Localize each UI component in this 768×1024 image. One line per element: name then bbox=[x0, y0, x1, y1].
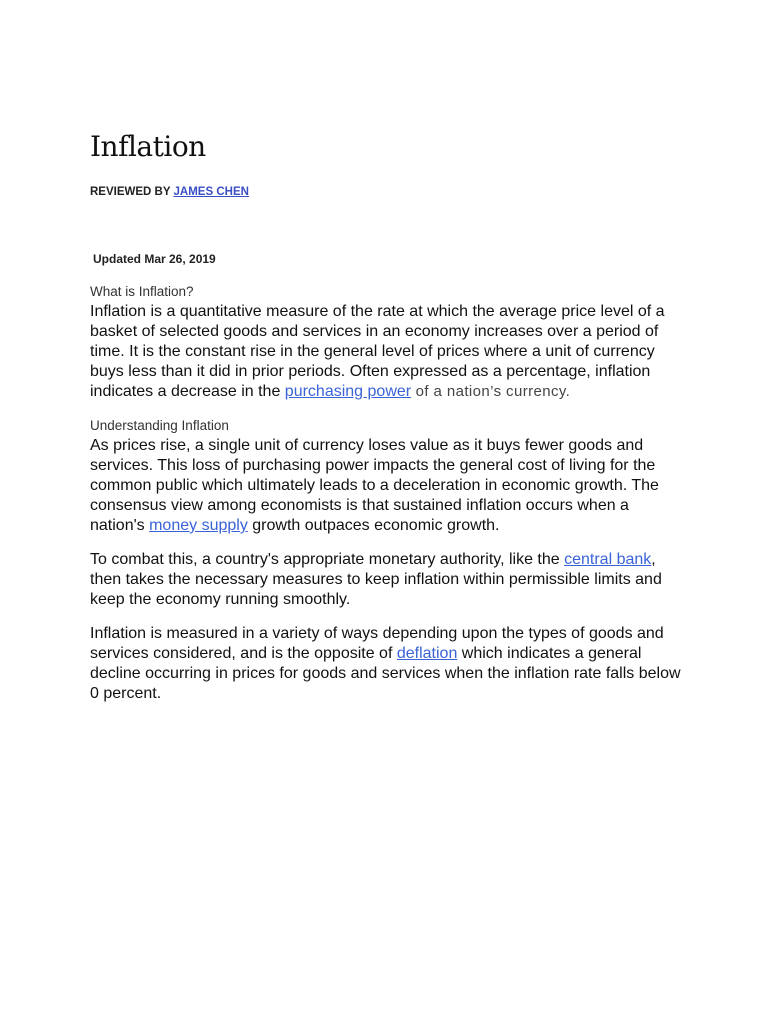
paragraph-1 bbox=[90, 302, 684, 402]
updated-date: Updated Mar 26, 2019 bbox=[93, 252, 216, 266]
central-bank-link[interactable]: central bank bbox=[564, 551, 652, 568]
page-title: Inflation bbox=[90, 130, 206, 163]
reviewed-by bbox=[90, 186, 249, 198]
reviewed-by-label: REVIEWED BY bbox=[90, 186, 171, 198]
text: , then takes the necessary measures to keep inflation within permissible limits and keep the economy running smoothly. bbox=[90, 551, 662, 608]
text: As prices rise, a single unit of currency loses value as it buys fewer goods and services. This loss of purchasing power impacts the general cost of living for the common public which ultimately leads to a deceleration in economic growth. The consensus view among economists is that sustained inflation occurs when a nation's bbox=[90, 437, 659, 534]
text: which indicates a general decline occurring in prices for goods and services when the inflation rate falls below 0 percent. bbox=[90, 645, 681, 702]
text: Inflation is a quantitative measure of the rate at which the average price level of a basket of selected goods and services in an economy increases over a period of time. It is the constant rise in the general level of prices where a unit of currency buys less than it did in prior periods. Often expressed as a percentage, inflation indicates a decrease in the bbox=[90, 303, 665, 400]
money-supply-link[interactable]: money supply bbox=[149, 517, 248, 534]
section-heading-understanding: Understanding Inflation bbox=[90, 418, 229, 433]
deflation-link[interactable]: deflation bbox=[396, 645, 458, 662]
text: of a nation’s currency. bbox=[411, 383, 571, 400]
article-body bbox=[90, 282, 684, 718]
text: To combat this, a country's appropriate monetary authority, like the bbox=[90, 551, 565, 568]
paragraph-2 bbox=[90, 436, 684, 536]
purchasing-power-link[interactable]: purchasing power bbox=[284, 383, 412, 400]
section-heading-what: What is Inflation? bbox=[90, 284, 194, 299]
text: Inflation is measured in a variety of ways depending upon the types of goods and services considered, and is the opposite of bbox=[90, 625, 664, 662]
paragraph-4 bbox=[90, 624, 684, 704]
reviewer-link[interactable]: JAMES CHEN bbox=[173, 186, 249, 198]
text: growth outpaces economic growth. bbox=[247, 517, 500, 534]
paragraph-3 bbox=[90, 550, 684, 610]
